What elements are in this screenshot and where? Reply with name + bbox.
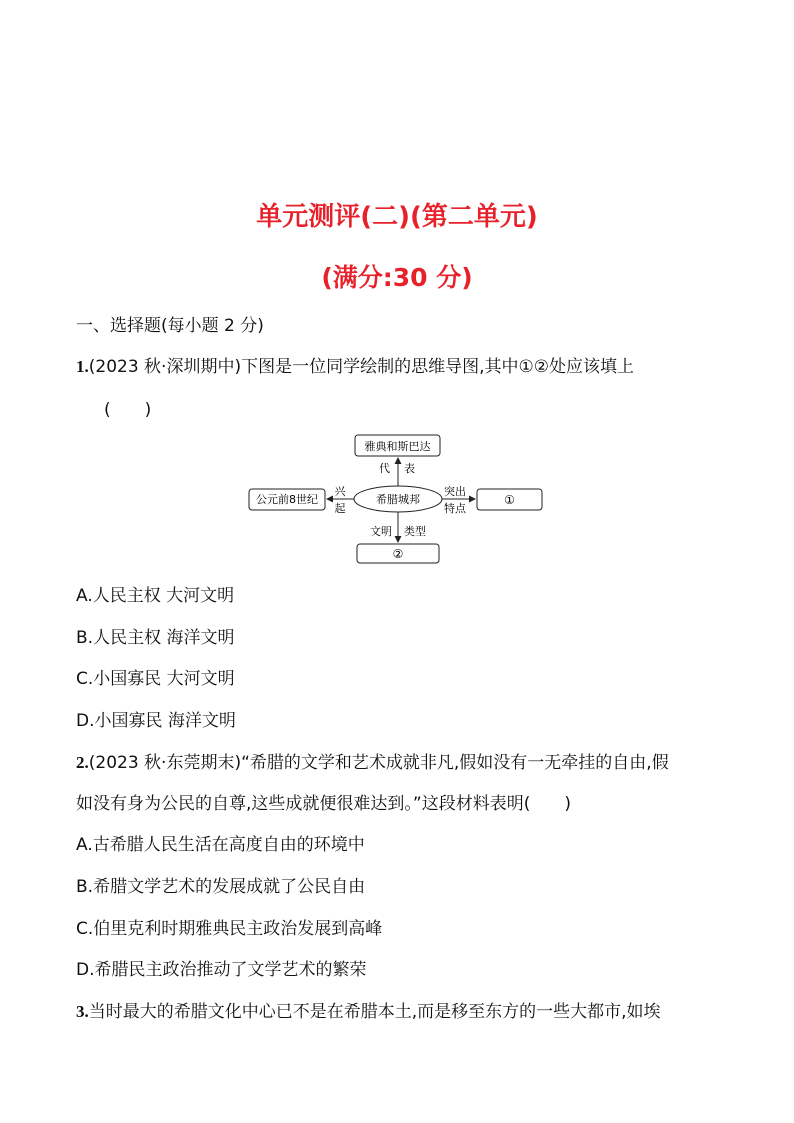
diagram-bottom-label-2: 类型 <box>404 525 426 538</box>
mind-map-diagram <box>245 432 545 566</box>
question-2-stem-text: (2023 秋·东莞期末)“希腊的文学和艺术成就非凡,假如没有一无牵挂的自由,假 <box>88 753 669 773</box>
diagram-right-label-2: 特点 <box>444 502 466 515</box>
diagram-left-box-text: 公元前8世纪 <box>256 493 318 506</box>
page-title: 单元测评(二)(第二单元) <box>256 202 538 232</box>
question-3-stem <box>76 1000 661 1024</box>
diagram-top-label-2: 表 <box>404 462 415 475</box>
question-1-answer-paren: ( ) <box>104 400 152 420</box>
question-3-stem-text: 当时最大的希腊文化中心已不是在希腊本土,而是移至东方的一些大都市,如埃 <box>88 1002 661 1022</box>
question-1-option-b: B.人民主权 海洋文明 <box>76 628 235 648</box>
diagram-top-box-text: 雅典和斯巴达 <box>364 440 431 453</box>
diagram-bottom-label-1: 文明 <box>370 525 392 538</box>
question-1-number: 1. <box>76 357 89 376</box>
question-1-stem <box>76 355 634 379</box>
diagram-left-label-1: 兴 <box>334 485 346 498</box>
question-2-option-d: D.希腊民主政治推动了文学艺术的繁荣 <box>76 960 367 980</box>
question-2-stem-line2: 如没有身为公民的自尊,这些成就便很难达到。”这段材料表明( ) <box>76 794 571 814</box>
page-subtitle: (满分:30 分) <box>321 263 473 292</box>
diagram-left-label-2: 起 <box>334 502 346 515</box>
diagram-bottom-box-text: ② <box>392 547 404 561</box>
section-heading: 一、选择题(每小题 2 分) <box>76 316 264 336</box>
diagram-right-label-1: 突出 <box>444 485 466 498</box>
question-2-option-a: A.古希腊人民生活在高度自由的环境中 <box>76 835 365 855</box>
diagram-top-label-1: 代 <box>379 462 390 475</box>
question-1-option-a: A.人民主权 大河文明 <box>76 586 235 606</box>
question-2-option-b: B.希腊文学艺术的发展成就了公民自由 <box>76 877 366 897</box>
question-1-option-c: C.小国寡民 大河文明 <box>76 669 235 689</box>
question-2-number: 2. <box>76 753 89 772</box>
question-2-option-c: C.伯里克利时期雅典民主政治发展到高峰 <box>76 919 383 939</box>
question-2-stem <box>76 751 669 775</box>
question-1-stem-text: (2023 秋·深圳期中)下图是一位同学绘制的思维导图,其中①②处应该填上 <box>88 357 634 377</box>
question-1-option-d: D.小国寡民 海洋文明 <box>76 711 236 731</box>
question-3-number: 3. <box>76 1002 89 1021</box>
diagram-right-box-text: ① <box>504 493 515 507</box>
diagram-center-text: 希腊城邦 <box>376 493 420 506</box>
